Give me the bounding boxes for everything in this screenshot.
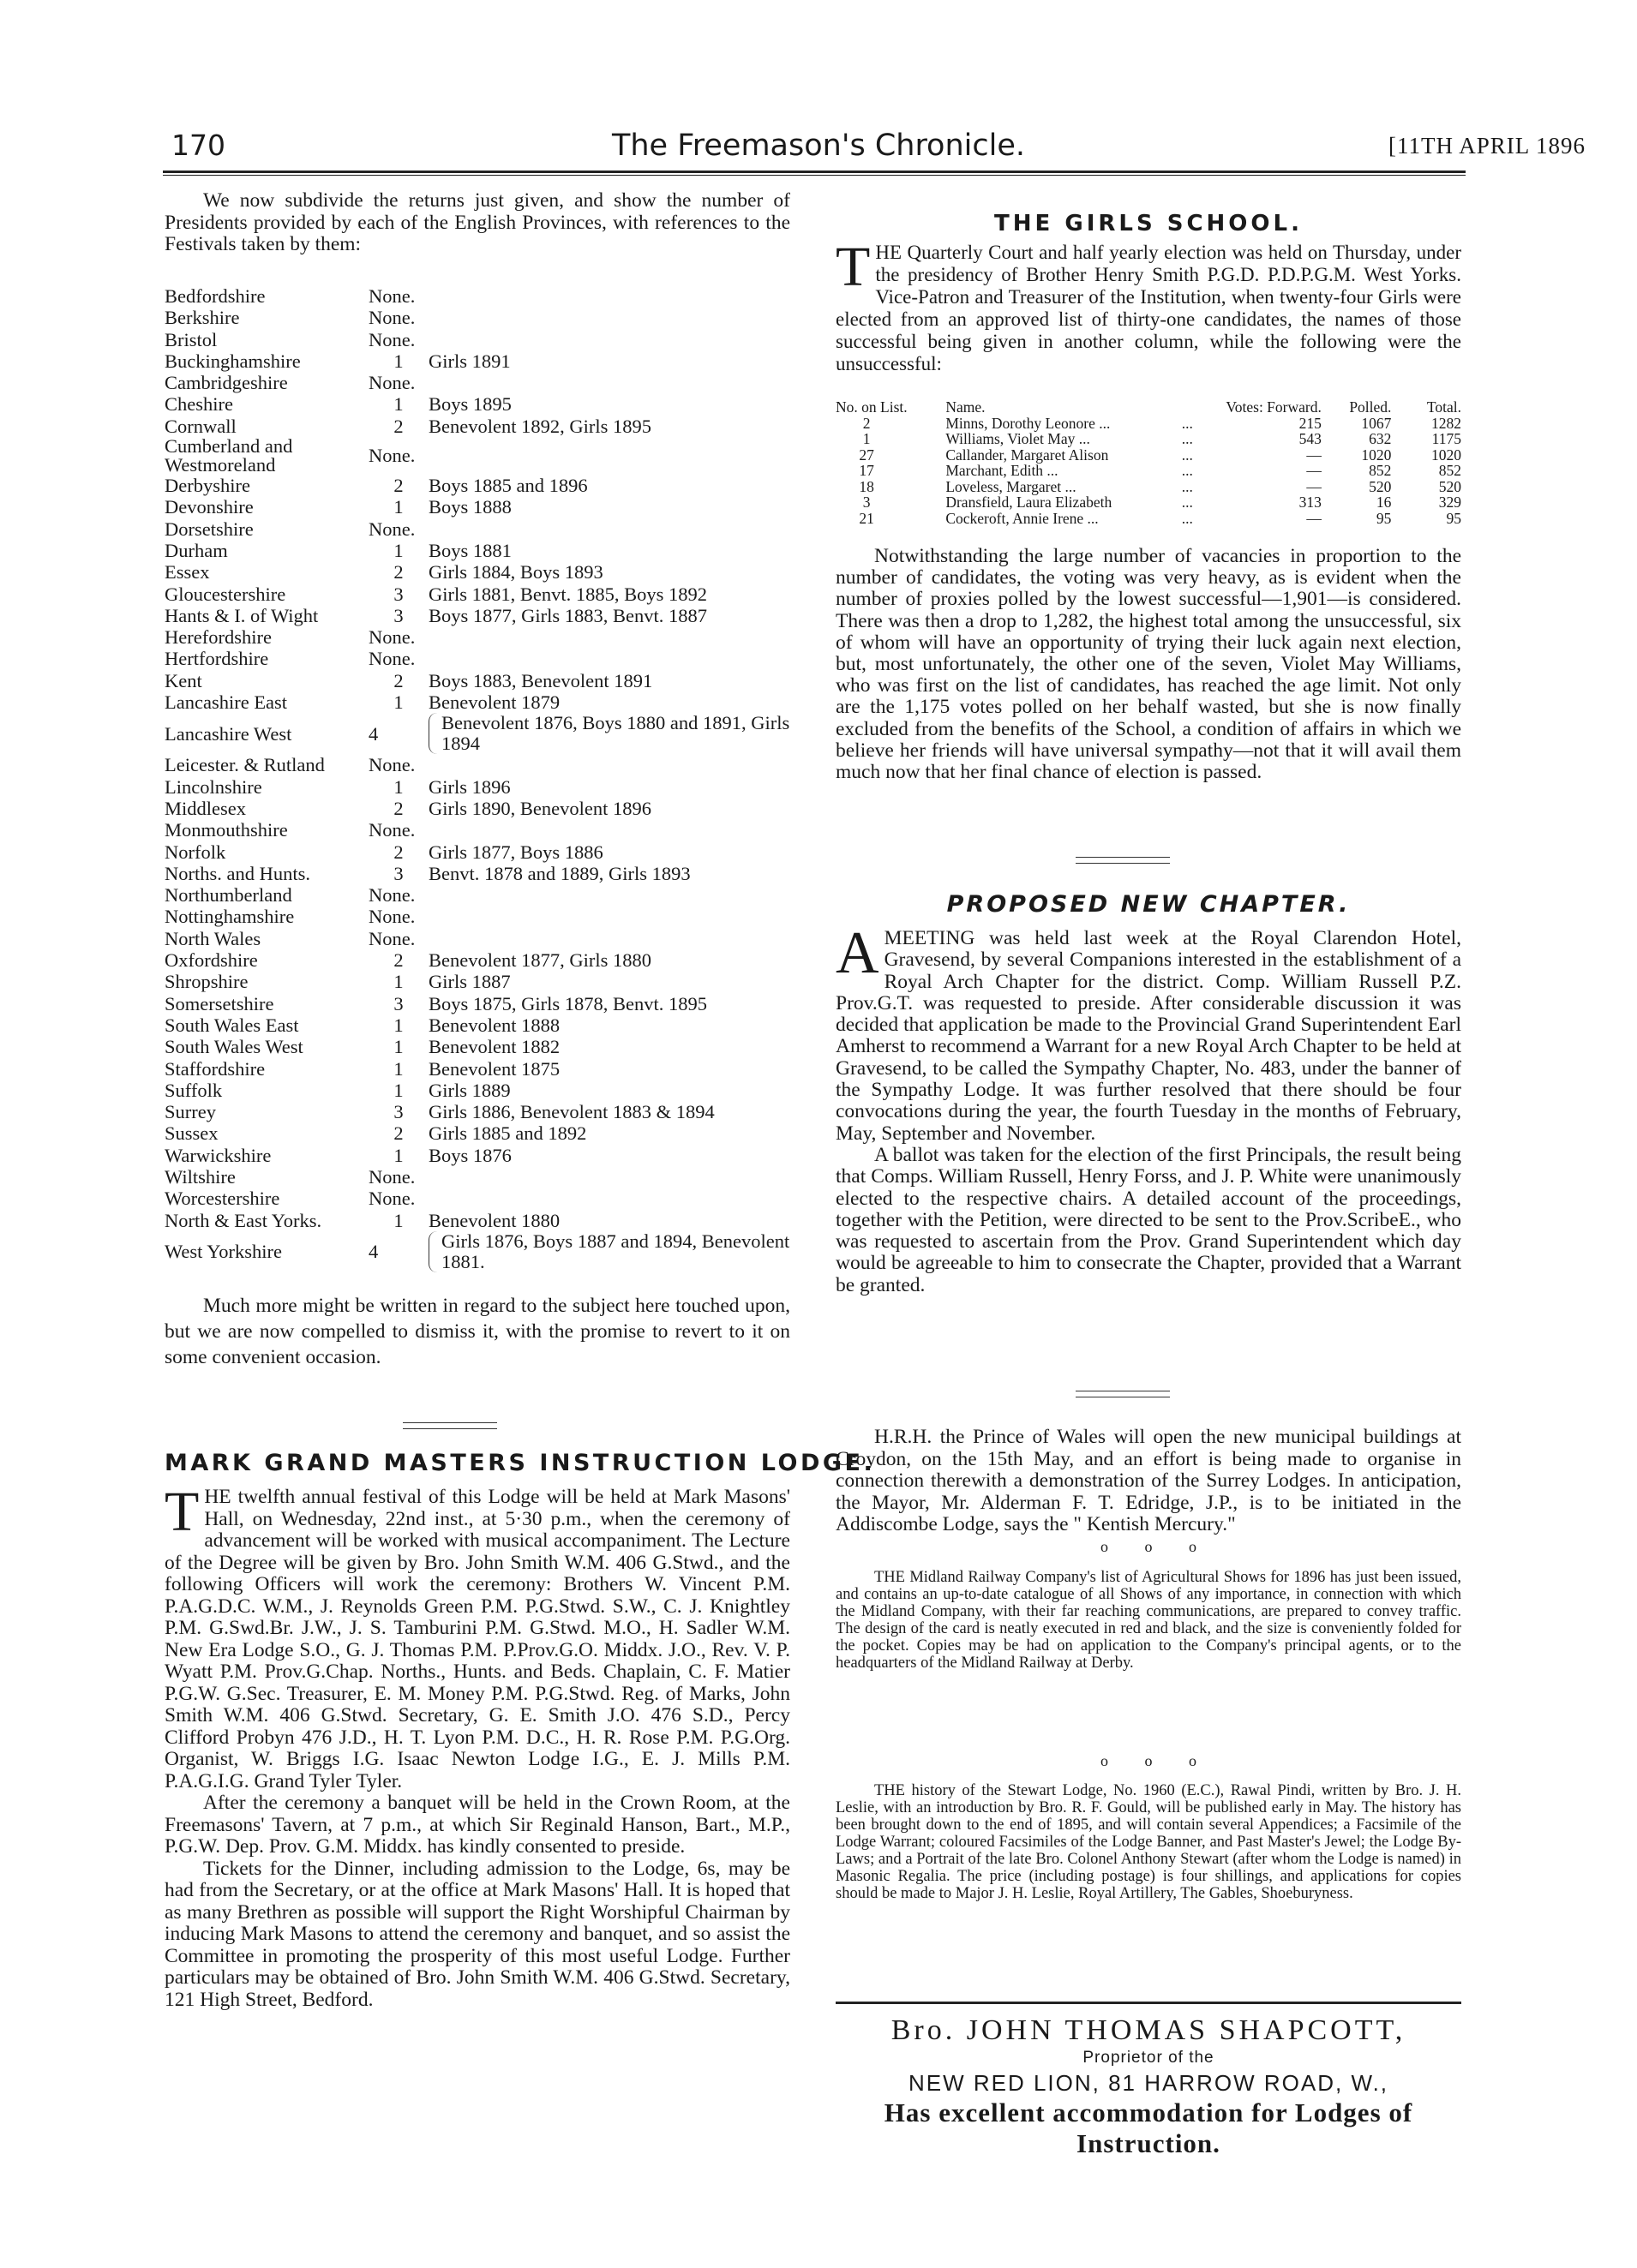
province-count: 4 [369, 1241, 379, 1263]
candidate-name: Callander, Margaret Alison [945, 446, 1109, 464]
province-festivals: Benevolent 1876, Boys 1880 and 1891, Girls 1894 [429, 713, 799, 754]
province-row [165, 605, 799, 626]
candidate-no: 18 [859, 477, 874, 495]
votes-polled: 16 [1376, 494, 1392, 511]
province-row [165, 416, 799, 437]
candidate-no: 2 [862, 414, 871, 432]
mark-para-1: HE twelfth annual festival of this Lodge will be held at Mark Masons' Hall, on Wednesday, 22nd inst., at 5·30 p.m., when the ceremony of advancement will be worked with musical accompaniment. The Lecture of the Degree will be given by Bro. John Smith W.M. 406 G.Stwd., and the following Officers will work the ceremony: Brothers W. Vincent P.M. P.A.G.D.C. W.M., J. Reynolds Green P.M. P.G.Stwd. S.W., C. J. Knightley P.M. G.Swd.Br. J.W., J. S. Tamburini P.M. G.Stwd. M.O., H. Sadler W.M. New Era Lodge S.O., G. J. Thomas P.M. P.Prov.G.O. Middx. J.O., Rev. V. P. Wyatt P.M. Prov.G.Chap. Norths., Hunts. and Beds. Chaplain, C. F. Matier P.G.W. G.Sec. Treasurer, E. M. Money P.M. P.G.Stwd. Reg. of Marks, John Smith W.M. 406 G.Stwd. Secretary, G. E. Smith J.O. 476 S.D., Percy Clifford Probyn 476 J.D., H. T. Lyon P.M. D.C., H. R. Rose P.M. P.G.Org. Organist, W. Briggs I.G. Isaac Newton Lodge I.G., E. J. Mills P.M. P.A.G.I.G. Grand Tyler Tyler. [165, 1486, 790, 1792]
province-name: Surrey [165, 1101, 216, 1123]
girls-para-2: Notwithstanding the large number of vacancies in proportion to the number of candidates, the voting was very heavy, as is evident when the number of proxies polled by the lowest successful—1,901—is considered. There was then a drop to 1,282, the highest total among the unsuccessful, six of whom will have an opportunity of trying their luck again next election, but, most unfortunately, the other one of the seven, Violet May Williams, who was first on the list of candidates, has reached the age limit. Not only are the 1,175 votes polled on her behalf wasted, but she is now finally excluded from the benefits of the School, a condition of affairs in which we believe her friends will have universal sympathy—not that it will avail them much now that her final chance of election is passed. [836, 545, 1461, 784]
province-count: 1 [393, 971, 404, 993]
province-row [165, 1145, 799, 1166]
candidate-row [836, 511, 1461, 527]
section-separator [1076, 857, 1170, 864]
province-festivals: Boys 1876 [429, 1144, 512, 1166]
province-count: 3 [393, 992, 404, 1014]
province-count: 2 [393, 949, 404, 972]
province-row [165, 626, 799, 648]
province-festivals: Girls 1886, Benevolent 1883 & 1894 [429, 1101, 715, 1123]
province-count: 1 [393, 1014, 404, 1036]
midland-paragraph: THE Midland Railway Company's list of Agricultural Shows for 1896 has just been issued, and contains an up-to-date catalogue of all Shows of any importance, in connection with which the Midland Company, with their far reaching communications, are prepared to convey traffic. The design of the card is neatly executed in red and black, and the size is conveniently folded for the pocket. Copies may be had on application to the Company's principal agents, or to the headquarters of the Midland Railway at Derby. [836, 1569, 1461, 1672]
province-name: Lancashire West [165, 722, 292, 745]
province-name: Dorsetshire [165, 518, 254, 540]
croydon-paragraph: H.R.H. the Prince of Wales will open the new municipal buildings at Croydon, on the 15th May, and an effort is being made to organise in connection therewith a demonstration of the Surrey Lodges. In anticipation, the Mayor, Mr. Alderman F. T. Edridge, J.P., is to be initiated in the Addiscombe Lodge, says the " Kentish Mercury." [836, 1426, 1461, 1535]
province-name: Lancashire East [165, 691, 288, 714]
province-festivals [429, 437, 799, 475]
province-name: West Yorkshire [165, 1241, 282, 1263]
province-name: Norfolk [165, 841, 226, 863]
votes-forward: 543 [1298, 430, 1322, 447]
candidate-name: Williams, Violet May ... [945, 430, 1090, 447]
province-row [165, 475, 799, 496]
province-festivals: Girls 1884, Boys 1893 [429, 561, 603, 583]
province-count: None. [369, 328, 416, 350]
province-name: Lincolnshire [165, 775, 262, 798]
publication-title: The Freemason's Chronicle. [611, 129, 1026, 163]
province-festivals: Boys 1877, Girls 1883, Benvt. 1887 [429, 604, 708, 626]
ad-tagline: Instruction. [1076, 2128, 1220, 2158]
province-name: Middlesex [165, 797, 246, 819]
province-count: 3 [393, 1101, 404, 1123]
province-festivals: Benevolent 1877, Girls 1880 [429, 949, 651, 972]
province-count: None. [369, 906, 416, 928]
province-festivals: Benevolent 1879 [429, 691, 561, 714]
section-separator [1076, 1391, 1170, 1397]
provinces-table [165, 285, 799, 1272]
votes-polled: 1067 [1361, 414, 1392, 432]
province-festivals: Boys 1885 and 1896 [429, 475, 588, 497]
votes-forward: — [1306, 509, 1322, 527]
leader-dots: ... [1181, 430, 1193, 447]
province-row [165, 496, 799, 518]
section-separator [403, 1422, 497, 1429]
candidate-name: Cockeroft, Annie Irene ... [945, 509, 1099, 527]
leader-dots: ... [1181, 414, 1193, 432]
province-festivals [429, 819, 799, 841]
candidate-row [836, 447, 1461, 464]
province-count: 4 [369, 722, 379, 745]
provinces-conclusion: Much more might be written in regard to the subject here touched upon, but we are now compelled to dismiss it, with the promise to revert to it on some convenient occasion. [165, 1295, 790, 1368]
province-name: Monmouthshire [165, 819, 288, 841]
votes-forward: 313 [1298, 494, 1322, 511]
province-count: None. [369, 648, 416, 670]
leader-dots: ... [1181, 462, 1193, 479]
province-count: 1 [393, 1057, 404, 1080]
province-name: South Wales East [165, 1014, 299, 1036]
province-name: Oxfordshire [165, 949, 258, 972]
votes-total: 329 [1438, 494, 1461, 511]
candidates-table [836, 399, 1461, 526]
ad-tagline: Has excellent accommodation for Lodges of [884, 2097, 1413, 2127]
province-row [165, 518, 799, 540]
province-name: Hants & I. of Wight [165, 604, 319, 626]
province-row [165, 1166, 799, 1188]
province-name: Devonshire [165, 496, 254, 518]
dropcap: A [836, 920, 879, 986]
province-festivals [429, 928, 799, 949]
province-count: 2 [393, 561, 404, 583]
candidate-no: 27 [859, 446, 874, 464]
province-count: None. [369, 285, 416, 307]
candidate-no: 21 [859, 509, 874, 527]
province-name: Worcestershire [165, 1188, 280, 1210]
votes-polled: 95 [1376, 509, 1392, 527]
province-festivals [429, 307, 799, 328]
province-name: Wiltshire [165, 1165, 236, 1188]
votes-total: 1282 [1431, 414, 1461, 432]
issue-date: [11TH APRIL 1896 [1388, 133, 1586, 159]
header-rule [163, 171, 1466, 176]
province-name: Cumberland and Westmoreland [165, 435, 293, 476]
province-count: None. [369, 754, 416, 776]
province-name: Buckinghamshire [165, 350, 301, 372]
province-count: 2 [393, 669, 404, 691]
province-name: Durham [165, 539, 228, 561]
province-festivals: Benevolent 1888 [429, 1014, 561, 1036]
province-festivals: Boys 1881 [429, 539, 512, 561]
province-festivals: Girls 1885 and 1892 [429, 1122, 587, 1145]
leader-dots: ... [1181, 446, 1193, 464]
province-festivals [429, 285, 799, 307]
province-row [165, 307, 799, 328]
province-row [165, 841, 799, 863]
girls-para-1: HE Quarterly Court and half yearly election was held on Thursday, under the presidency of Brother Henry Smith P.G.D. P.D.P.G.M. West Yorks. Vice-Patron and Treasurer of the Institution, when twenty-four Girls were elected from an approved list of thirty-one candidates, the names of those successful being given in another column, while the following were the unsuccessful: [836, 242, 1461, 374]
province-count: 1 [393, 350, 404, 372]
candidate-row [836, 494, 1461, 511]
province-festivals [429, 906, 799, 927]
mark-para-3: Tickets for the Dinner, including admission to the Lodge, 6s, may be had from the Secretary, or at the office at Mark Masons' Hall. It is hoped that as many Brethren as possible will support the Right Worshipful Chairman by inducing Mark Masons to attend the ceremony and banquet, and so assist the Committee in promoting the prosperity of this most useful Lodge. Further particulars may be obtained of Bro. John Smith W.M. 406 G.Stwd. Secretary, 121 High Street, Bedford. [165, 1857, 790, 2011]
chapter-heading: PROPOSED NEW CHAPTER. [946, 891, 1351, 918]
province-name: Essex [165, 561, 210, 583]
province-row [165, 1036, 799, 1057]
province-festivals [429, 754, 799, 775]
province-row [165, 285, 799, 307]
province-name: Sussex [165, 1122, 219, 1145]
province-festivals: Benevolent 1880 [429, 1209, 561, 1231]
province-row [165, 670, 799, 691]
province-row [165, 350, 799, 372]
province-name: Shropshire [165, 971, 249, 993]
province-name: Nottinghamshire [165, 906, 295, 928]
candidate-no: 17 [859, 462, 874, 479]
leader-dots: ... [1181, 477, 1193, 495]
province-count: 3 [393, 583, 404, 605]
candidate-row [836, 416, 1461, 432]
province-festivals [429, 372, 799, 393]
province-row [165, 1080, 799, 1101]
advertisement [836, 2014, 1461, 2159]
province-row [165, 906, 799, 927]
chapter-article [836, 920, 1461, 1296]
province-row [165, 1231, 799, 1272]
province-count: 1 [393, 691, 404, 714]
leader-dots: ... [1181, 494, 1193, 511]
girls-school-article [836, 236, 1461, 375]
province-festivals: Benvt. 1878 and 1889, Girls 1893 [429, 862, 691, 884]
province-festivals: Benevolent 1892, Girls 1895 [429, 415, 651, 437]
province-row [165, 583, 799, 605]
ad-name: Bro. JOHN THOMAS SHAPCOTT, [890, 2014, 1406, 2046]
votes-total: 852 [1438, 462, 1461, 479]
province-count: 1 [393, 1209, 404, 1231]
province-row [165, 928, 799, 949]
province-row [165, 372, 799, 393]
province-name: North & East Yorks. [165, 1209, 322, 1231]
province-count: 2 [393, 475, 404, 497]
province-row [165, 971, 799, 992]
section-ornament: o o o [1100, 1538, 1196, 1555]
province-festivals [429, 1188, 799, 1209]
province-row [165, 1058, 799, 1080]
province-count: None. [369, 1165, 416, 1188]
province-festivals: Boys 1895 [429, 393, 512, 416]
province-festivals [429, 626, 799, 648]
province-row [165, 713, 799, 754]
mark-heading: MARK GRAND MASTERS INSTRUCTION LODGE. [165, 1450, 876, 1476]
province-row [165, 393, 799, 415]
province-festivals [429, 884, 799, 906]
province-count: None. [369, 518, 416, 540]
candidate-row [836, 431, 1461, 447]
col-header: No. on List. [836, 398, 908, 416]
votes-total: 95 [1446, 509, 1461, 527]
votes-forward: — [1306, 446, 1322, 464]
province-festivals [429, 648, 799, 669]
province-name: North Wales [165, 927, 261, 949]
votes-polled: 1020 [1361, 446, 1392, 464]
page-number: 170 [171, 129, 225, 162]
province-count: 2 [393, 415, 404, 437]
province-count: None. [369, 372, 416, 394]
ad-rule [836, 2002, 1461, 2004]
votes-forward: — [1306, 477, 1322, 495]
province-count: 1 [393, 1036, 404, 1058]
province-count: 2 [393, 841, 404, 863]
province-count: 1 [393, 539, 404, 561]
province-name: Bedfordshire [165, 285, 266, 307]
province-row [165, 1014, 799, 1036]
section-ornament: o o o [1100, 1752, 1196, 1769]
province-festivals: Benevolent 1875 [429, 1057, 561, 1080]
candidate-name: Dransfield, Laura Elizabeth [945, 494, 1112, 511]
stewart-paragraph: THE history of the Stewart Lodge, No. 1960 (E.C.), Rawal Pindi, written by Bro. J. H. Leslie, with an introduction by Bro. R. F. Gould, will be published early in May. The history has been brought down to the end of 1895, and will contain several Appendices; a Facsimile of the Lodge Warrant; coloured Facsimiles of the Lodge Banner, and Past Master's Jewel; the Lodge By-Laws; and a Portrait of the late Bro. Colonel Anthony Stewart (after whom the Lodge is named) in Masonic Regalia. The price (including postage) is four shillings, and applications for copies should be made to Major J. H. Leslie, Royal Artillery, The Gables, Shoeburyness. [836, 1782, 1461, 1902]
leader-dots: ... [1181, 509, 1193, 527]
province-row [165, 776, 799, 798]
province-row [165, 754, 799, 775]
province-row [165, 329, 799, 350]
province-row [165, 1210, 799, 1231]
province-festivals: Boys 1875, Girls 1878, Benvt. 1895 [429, 992, 708, 1014]
province-festivals [429, 518, 799, 540]
province-count: None. [369, 819, 416, 841]
province-festivals [429, 329, 799, 350]
province-festivals: Girls 1877, Boys 1886 [429, 841, 603, 863]
province-name: Suffolk [165, 1079, 223, 1101]
province-row [165, 437, 799, 475]
table-header-row [836, 399, 1461, 416]
province-row [165, 540, 799, 561]
votes-forward: 215 [1298, 414, 1322, 432]
province-row [165, 884, 799, 906]
province-row [165, 1101, 799, 1122]
candidate-row [836, 479, 1461, 495]
province-row [165, 993, 799, 1014]
votes-polled: 520 [1369, 477, 1392, 495]
province-row [165, 819, 799, 841]
candidate-no: 3 [862, 494, 871, 511]
province-count: None. [369, 626, 416, 649]
province-count: 1 [393, 393, 404, 416]
province-name: Kent [165, 669, 202, 691]
province-name: Warwickshire [165, 1144, 272, 1166]
province-name: Derbyshire [165, 475, 250, 497]
province-row [165, 561, 799, 583]
province-name: Gloucestershire [165, 583, 286, 605]
col-header: Total. [1426, 398, 1461, 416]
province-name: Bristol [165, 328, 218, 350]
province-festivals: Girls 1876, Boys 1887 and 1894, Benevolent 1881. [429, 1231, 799, 1272]
chapter-para-1: MEETING was held last week at the Royal Clarendon Hotel, Gravesend, by several Companions interested in the establishment of a Royal Arch Chapter for the district. Comp. William Russell P.Z. Prov.G.T. was requested to preside. After considerable discussion it was decided that application be made to the Provincial Grand Superintendent Earl Amherst to recommend a Warrant for a new Royal Arch Chapter to be held at Gravesend, to be called the Sympathy Chapter, No. 483, under the banner of the Sympathy Lodge. It was further resolved that there should be four convocations during the year, the fourth Tuesday in the months of February, May, September and November. [836, 927, 1461, 1145]
province-count: 1 [393, 1079, 404, 1101]
candidate-name: Loveless, Margaret ... [945, 477, 1076, 495]
province-festivals: Girls 1891 [429, 350, 511, 372]
province-row [165, 949, 799, 971]
chapter-para-2: A ballot was taken for the election of the first Principals, the result being that Comps. William Russell, Henry Forss, and J. P. White were unanimously elected to the respective chairs. A detailed account of the proceedings, together with the Petition, were directed to be sent to the Prov.ScribeE., who was requested to ascertain from the Prov. Grand Superintendent which day would be agreeable to him to consecrate the Chapter, provided that a Warrant be granted. [836, 1143, 1461, 1296]
province-festivals [429, 1166, 799, 1188]
province-name: Hertfordshire [165, 648, 269, 670]
dropcap: T [165, 1481, 200, 1543]
province-count: 1 [393, 775, 404, 798]
votes-total: 520 [1438, 477, 1461, 495]
province-count: None. [369, 445, 416, 467]
candidate-row [836, 463, 1461, 479]
province-festivals: Boys 1888 [429, 496, 512, 518]
province-festivals: Girls 1896 [429, 775, 511, 798]
province-festivals: Boys 1883, Benevolent 1891 [429, 669, 653, 691]
provinces-intro: We now subdivide the returns just given, and show the number of Presidents provided by each of the English Provinces, with references to the Festivals taken by them: [165, 189, 790, 255]
province-festivals: Girls 1887 [429, 971, 511, 993]
province-count: 3 [393, 862, 404, 884]
province-name: Cheshire [165, 393, 233, 416]
ad-role: Proprietor of the [1082, 2049, 1214, 2067]
votes-forward: — [1306, 462, 1322, 479]
province-count: None. [369, 1188, 416, 1210]
candidate-name: Minns, Dorothy Leonore ... [945, 414, 1111, 432]
province-row [165, 1188, 799, 1209]
col-header: Polled. [1349, 398, 1392, 416]
province-name: Berkshire [165, 307, 240, 329]
votes-total: 1020 [1431, 446, 1461, 464]
votes-polled: 852 [1369, 462, 1392, 479]
province-name: Leicester. & Rutland [165, 754, 325, 776]
province-count: 1 [393, 496, 404, 518]
province-festivals: Girls 1881, Benvt. 1885, Boys 1892 [429, 583, 708, 605]
province-festivals: Girls 1890, Benevolent 1896 [429, 797, 651, 819]
ad-address: NEW RED LION, 81 HARROW ROAD, W., [908, 2070, 1389, 2096]
province-count: 1 [393, 1144, 404, 1166]
province-name: Northumberland [165, 884, 292, 907]
province-count: None. [369, 307, 416, 329]
candidate-no: 1 [862, 430, 871, 447]
girls-school-heading: THE GIRLS SCHOOL. [994, 211, 1303, 236]
province-name: Herefordshire [165, 626, 272, 649]
province-name: Staffordshire [165, 1057, 266, 1080]
province-count: 3 [393, 604, 404, 626]
votes-total: 1175 [1431, 430, 1461, 447]
col-header: Votes: Forward. [1226, 398, 1322, 416]
votes-polled: 632 [1369, 430, 1392, 447]
province-row [165, 648, 799, 669]
province-count: None. [369, 884, 416, 907]
province-count: 2 [393, 1122, 404, 1145]
mark-para-2: After the ceremony a banquet will be held in the Crown Room, at the Freemasons' Tavern, at 7 p.m., at which Sir Reginald Hanson, Bart., M.P., P.G.W. Dep. Prov. G.M. Middx. has kindly consented to preside. [165, 1792, 790, 1858]
province-name: Norths. and Hunts. [165, 862, 310, 884]
province-name: Cambridgeshire [165, 372, 288, 394]
province-festivals: Girls 1889 [429, 1079, 511, 1101]
province-name: Somersetshire [165, 992, 274, 1014]
province-row [165, 1122, 799, 1144]
province-row [165, 798, 799, 819]
province-name: Cornwall [165, 415, 237, 437]
dropcap: T [836, 236, 871, 298]
province-name: South Wales West [165, 1036, 303, 1058]
col-header: Name. [945, 398, 986, 416]
province-row [165, 863, 799, 884]
province-festivals: Benevolent 1882 [429, 1036, 561, 1058]
province-count: 2 [393, 797, 404, 819]
candidate-name: Marchant, Edith ... [945, 462, 1058, 479]
province-count: None. [369, 927, 416, 949]
province-row [165, 691, 799, 713]
mark-article [165, 1481, 790, 2011]
